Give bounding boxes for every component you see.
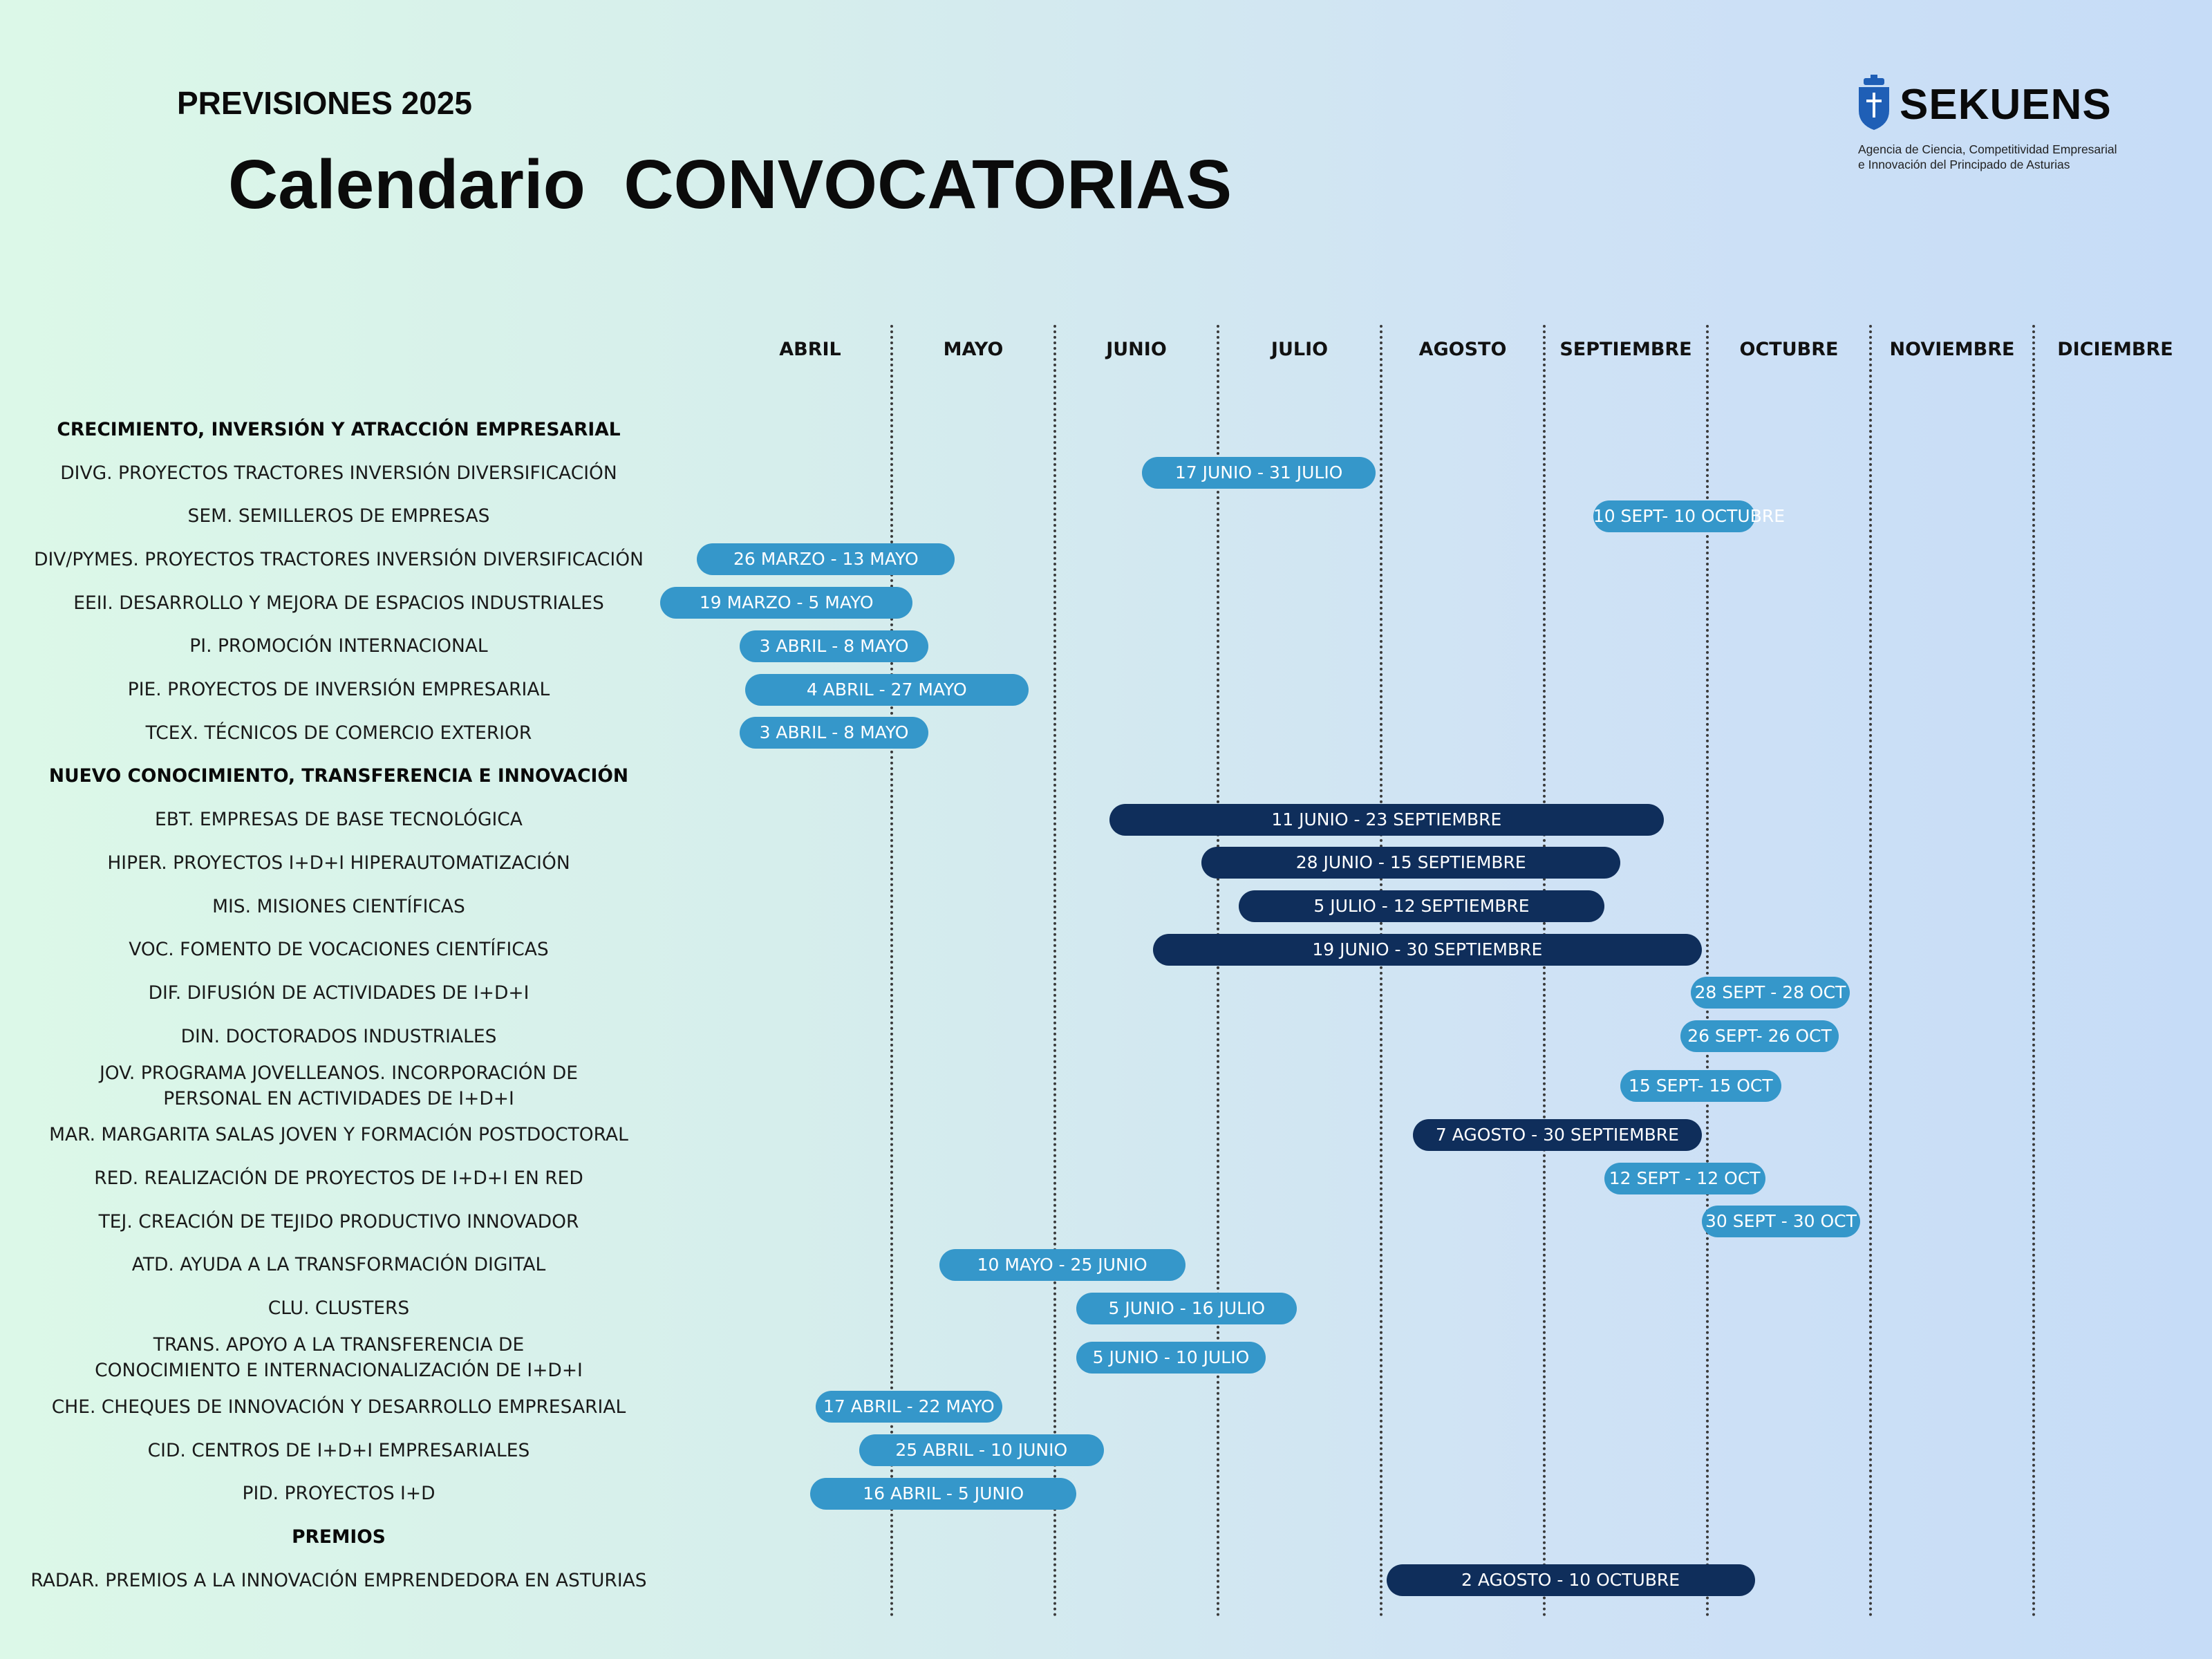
timeline-bar: 28 SEPT - 28 OCT bbox=[1691, 977, 1849, 1009]
timeline-bar: 2 AGOSTO - 10 OCTUBRE bbox=[1387, 1564, 1755, 1596]
row-label: CID. CENTROS DE I+D+I EMPRESARIALES bbox=[147, 1439, 530, 1461]
row-label: MAR. MARGARITA SALAS JOVEN Y FORMACIÓN POSTDOCTORAL bbox=[49, 1124, 628, 1146]
row-label: EBT. EMPRESAS DE BASE TECNOLÓGICA bbox=[155, 809, 523, 831]
timeline-bar: 5 JUNIO - 16 JULIO bbox=[1076, 1293, 1297, 1324]
row-label: DIN. DOCTORADOS INDUSTRIALES bbox=[180, 1025, 497, 1047]
timeline-bar: 16 ABRIL - 5 JUNIO bbox=[810, 1478, 1076, 1510]
timeline-bar: 11 JUNIO - 23 SEPTIEMBRE bbox=[1109, 804, 1664, 836]
logo-tagline-2: e Innovación del Principado de Asturias bbox=[1858, 158, 2070, 171]
section-heading: NUEVO CONOCIMIENTO, TRANSFERENCIA E INNOVACIÓN bbox=[48, 765, 629, 787]
timeline-bar: 3 ABRIL - 8 MAYO bbox=[740, 717, 929, 749]
month-divider bbox=[2032, 325, 2035, 1618]
month-divider bbox=[1053, 325, 1056, 1618]
row-label: SEM. SEMILLEROS DE EMPRESAS bbox=[187, 505, 490, 527]
page-title: Calendario CONVOCATORIAS bbox=[228, 146, 1232, 223]
month-label: JULIO bbox=[1271, 339, 1329, 360]
row-label: HIPER. PROYECTOS I+D+I HIPERAUTOMATIZACIÓN bbox=[107, 852, 570, 874]
month-label: SEPTIEMBRE bbox=[1559, 339, 1692, 360]
timeline-bar: 28 JUNIO - 15 SEPTIEMBRE bbox=[1201, 847, 1620, 879]
row-label: RED. REALIZACIÓN DE PROYECTOS DE I+D+I EN RED bbox=[94, 1168, 583, 1190]
timeline-bar: 26 SEPT- 26 OCT bbox=[1680, 1020, 1839, 1052]
logo-name: SEKUENS bbox=[1900, 81, 2112, 129]
timeline-bar: 12 SEPT - 12 OCT bbox=[1604, 1163, 1765, 1194]
row-label: EEII. DESARROLLO Y MEJORA DE ESPACIOS INDUSTRIALES bbox=[73, 592, 604, 614]
month-label: NOVIEMBRE bbox=[1889, 339, 2015, 360]
month-divider bbox=[1217, 325, 1219, 1618]
month-divider bbox=[890, 325, 893, 1618]
header-subtitle: PREVISIONES 2025 bbox=[177, 85, 472, 121]
month-label: ABRIL bbox=[779, 339, 841, 360]
row-label: CLU. CLUSTERS bbox=[268, 1297, 410, 1320]
month-label: OCTUBRE bbox=[1739, 339, 1839, 360]
row-label: TRANS. APOYO A LA TRANSFERENCIA DE CONOCIMIENTO E INTERNACIONALIZACIÓN DE I+D+I bbox=[95, 1334, 583, 1381]
row-label: TEJ. CREACIÓN DE TEJIDO PRODUCTIVO INNOVADOR bbox=[98, 1210, 579, 1232]
timeline-bar: 17 ABRIL - 22 MAYO bbox=[816, 1391, 1002, 1423]
timeline-bar: 7 AGOSTO - 30 SEPTIEMBRE bbox=[1413, 1119, 1702, 1151]
row-label: VOC. FOMENTO DE VOCACIONES CIENTÍFICAS bbox=[129, 939, 549, 961]
timeline-bar: 15 SEPT- 15 OCT bbox=[1620, 1070, 1781, 1102]
month-divider bbox=[1543, 325, 1546, 1618]
timeline-bar: 19 JUNIO - 30 SEPTIEMBRE bbox=[1153, 934, 1703, 966]
row-label: PID. PROYECTOS I+D bbox=[242, 1483, 435, 1505]
timeline-bar: 17 JUNIO - 31 JULIO bbox=[1142, 457, 1376, 489]
timeline-bar: 5 JULIO - 12 SEPTIEMBRE bbox=[1239, 890, 1604, 922]
row-label: ATD. AYUDA A LA TRANSFORMACIÓN DIGITAL bbox=[131, 1254, 546, 1276]
row-label: PIE. PROYECTOS DE INVERSIÓN EMPRESARIAL bbox=[127, 679, 550, 701]
row-label: DIV/PYMES. PROYECTOS TRACTORES INVERSIÓN DIVERSIFICACIÓN bbox=[34, 548, 644, 570]
timeline-bar: 10 SEPT- 10 OCTUBRE bbox=[1593, 500, 1755, 532]
timeline-bar: 10 MAYO - 25 JUNIO bbox=[939, 1249, 1185, 1281]
logo-tagline-1: Agencia de Ciencia, Competitividad Empresarial bbox=[1858, 142, 2117, 156]
section-heading: CRECIMIENTO, INVERSIÓN Y ATRACCIÓN EMPRESARIAL bbox=[57, 418, 621, 440]
month-label: AGOSTO bbox=[1418, 339, 1507, 360]
row-label: CHE. CHEQUES DE INNOVACIÓN Y DESARROLLO EMPRESARIAL bbox=[51, 1396, 626, 1418]
timeline-bar: 19 MARZO - 5 MAYO bbox=[660, 587, 912, 619]
row-label: TCEX. TÉCNICOS DE COMERCIO EXTERIOR bbox=[145, 722, 532, 744]
timeline-bar: 3 ABRIL - 8 MAYO bbox=[740, 630, 929, 662]
row-label: PI. PROMOCIÓN INTERNACIONAL bbox=[189, 635, 488, 657]
row-label: RADAR. PREMIOS A LA INNOVACIÓN EMPRENDEDORA EN ASTURIAS bbox=[30, 1569, 647, 1591]
row-label: DIF. DIFUSIÓN DE ACTIVIDADES DE I+D+I bbox=[148, 982, 529, 1004]
timeline-bar: 25 ABRIL - 10 JUNIO bbox=[859, 1434, 1104, 1466]
row-label: MIS. MISIONES CIENTÍFICAS bbox=[212, 895, 465, 917]
timeline-bar: 5 JUNIO - 10 JULIO bbox=[1076, 1342, 1265, 1374]
row-label: JOV. PROGRAMA JOVELLEANOS. INCORPORACIÓN DE PERSONAL EN ACTIVIDADES DE I+D+I bbox=[99, 1062, 579, 1109]
section-heading: PREMIOS bbox=[292, 1526, 386, 1548]
timeline-bar: 4 ABRIL - 27 MAYO bbox=[745, 674, 1029, 706]
timeline-bar: 30 SEPT - 30 OCT bbox=[1702, 1206, 1860, 1237]
month-divider bbox=[1869, 325, 1872, 1618]
month-divider bbox=[1380, 325, 1382, 1618]
row-label: DIVG. PROYECTOS TRACTORES INVERSIÓN DIVERSIFICACIÓN bbox=[60, 462, 617, 484]
month-label: JUNIO bbox=[1106, 339, 1167, 360]
month-label: MAYO bbox=[943, 339, 1004, 360]
timeline-bar: 26 MARZO - 13 MAYO bbox=[697, 543, 955, 575]
month-label: DICIEMBRE bbox=[2057, 339, 2173, 360]
